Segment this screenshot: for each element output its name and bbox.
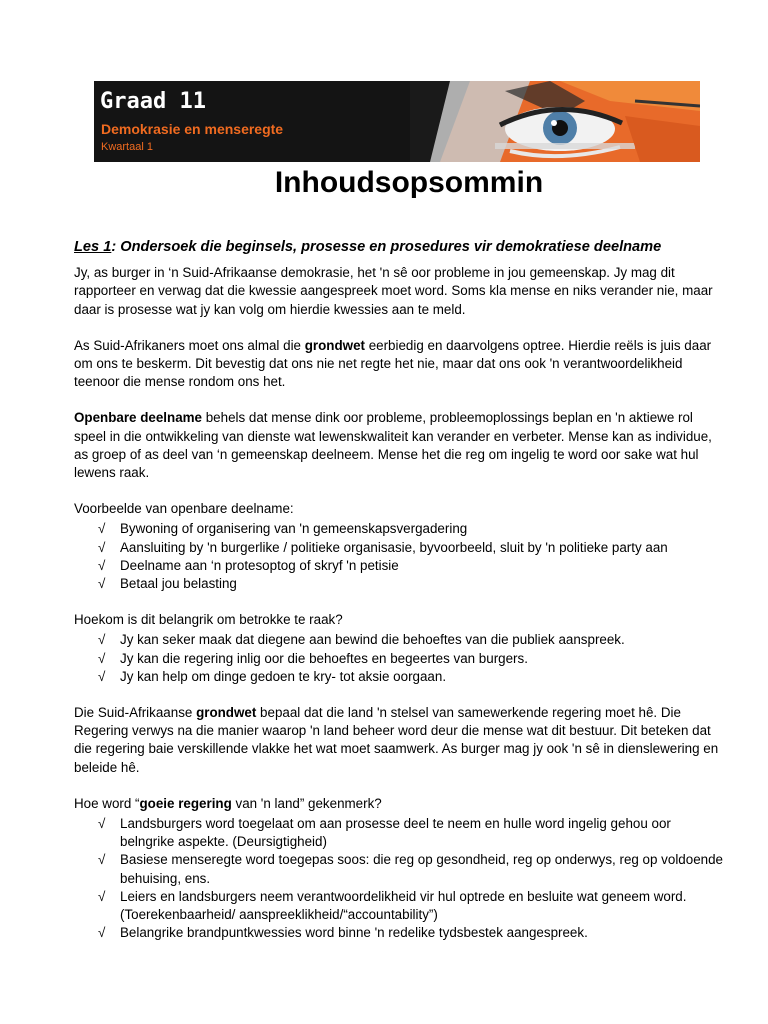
list-item-text: Deelname aan ‘n protesoptog of skryf 'n petisie <box>120 557 399 573</box>
text-segment: As Suid-Afrikaners moet ons almal die <box>74 337 305 353</box>
checkmark-icon: √ <box>98 576 106 592</box>
document-body <box>74 238 724 961</box>
bold-term: goeie regering <box>139 795 232 811</box>
lesson-label: Les 1 <box>74 239 112 255</box>
lesson-title: : Ondersoek die beginsels, prosesse en prosedures vir demokratiese deelname <box>111 239 662 255</box>
checkmark-icon: √ <box>98 650 106 666</box>
text-segment: Hoe word “ <box>74 795 140 811</box>
bold-term: grondwet <box>304 337 365 353</box>
list-item <box>74 631 724 649</box>
grade-label: Graad 11 <box>100 89 206 114</box>
text-segment: bepaal dat die land 'n stelsel van samewerkende regering moet hê. Die Regering verwys na die manier waarop 'n land beheer word deur die mense wat dit bestuur. Dit beteken dat die regering baie verskillende vlakke het wat moet saamwerk. As burger mag jy ook 'n sê in dienslewering en beleide hê. <box>74 705 719 775</box>
list-item-text: Jy kan help om dinge gedoen te kry- tot aksie oorgaan. <box>120 668 447 684</box>
list-item-text: Basiese menseregte word toegepas soos: die reg op gesondheid, reg op onderwys, reg op voldoende behuising, ens. <box>120 852 723 886</box>
list-item <box>74 575 724 593</box>
checkmark-icon: √ <box>98 539 106 555</box>
importance-intro: Hoekom is dit belangrik om betrokke te raak? <box>74 612 343 628</box>
checkmark-icon: √ <box>98 668 106 684</box>
list-item-text: Leiers en landsburgers neem verantwoordelikheid vir hul optrede en besluite wat geneem word. (Toerekenbaarheid/ aanspreeklikheid/“accountability”) <box>120 888 687 923</box>
eye-artwork-image <box>410 81 700 162</box>
list-item-text: Jy kan seker maak dat diegene aan bewind die behoeftes van die publiek aanspreek. <box>120 632 625 648</box>
text-segment: eerbiedig en daarvolgens optree. Hierdie reëls is juis daar om ons te beskerm. Dit bevestig dat ons nie net regte het nie, maar dat ons ook 'n verantwoordelikheid teenoor die mense rondom ons het. <box>74 337 712 390</box>
list-item <box>74 924 724 942</box>
examples-intro: Voorbeelde van openbare deelname: <box>74 501 294 517</box>
checkmark-icon: √ <box>98 557 106 573</box>
good-governance-intro <box>74 795 724 813</box>
list-item-text: Landsburgers word toegelaat om aan prosesse deel te neem en hulle word ingelig gehou oor belngrike aspekte. (Deursigtigheid) <box>120 816 671 850</box>
examples-list <box>74 520 724 593</box>
checkmark-icon: √ <box>98 521 106 537</box>
list-item <box>74 668 724 686</box>
good-governance-list <box>74 815 724 942</box>
list-item <box>74 815 724 851</box>
bold-term: Openbare deelname <box>74 410 203 426</box>
checkmark-icon: √ <box>98 925 106 941</box>
list-item <box>74 557 724 575</box>
page-title: Inhoudsopsommin <box>274 166 544 199</box>
list-item-text: Aansluiting by 'n burgerlike / politieke organisasie, byvoorbeeld, sluit by 'n politieke party aan <box>120 539 668 555</box>
list-item-text: Betaal jou belasting <box>120 576 237 592</box>
list-item <box>74 851 724 887</box>
paragraph-cooperative-government <box>74 704 724 777</box>
paragraph-public-participation <box>74 409 724 482</box>
list-item <box>74 520 724 538</box>
term-label: Kwartaal 1 <box>101 141 153 153</box>
subject-label: Demokrasie en menseregte <box>101 121 284 137</box>
list-item <box>74 539 724 557</box>
list-item-text: Bywoning of organisering van 'n gemeenskapsvergadering <box>120 521 468 537</box>
checkmark-icon: √ <box>98 888 106 904</box>
list-item <box>74 888 724 924</box>
checkmark-icon: √ <box>98 816 106 832</box>
list-item <box>74 650 724 668</box>
paragraph-intro: Jy, as burger in ‘n Suid-Afrikaanse demokrasie, het 'n sê oor probleme in jou gemeenskap. Jy mag dit rapporteer en verwag dat die kwessie aangespreek moet word. Soms kla mense en niks verander nie, maar daar is prosesse wat jy kan volg om hierdie kwessies aan te meld. <box>74 265 713 317</box>
list-item-text: Jy kan die regering inlig oor die behoeftes en begeertes van burgers. <box>120 650 528 666</box>
text-segment: behels dat mense dink oor probleme, probleemoplossings beplan en 'n aktiewe rol speel in die ontwikkeling van dienste wat lewenskwaliteit kan verander en verbeter. Mense kan as individue, as groep of as deel van ‘n gemeenskap deelneem. Mense het die reg om ingelig te word oor sake wat hul lewens raak. <box>74 410 712 481</box>
paragraph-constitution <box>74 337 724 392</box>
bold-term: grondwet <box>196 705 257 721</box>
text-segment: van 'n land” gekenmerk? <box>231 795 382 811</box>
lesson-heading <box>74 238 724 256</box>
checkmark-icon: √ <box>98 632 106 648</box>
checkmark-icon: √ <box>98 852 106 868</box>
importance-list <box>74 631 724 686</box>
text-segment: Die Suid-Afrikaanse <box>74 705 197 721</box>
header-banner <box>94 81 700 162</box>
list-item-text: Belangrike brandpuntkwessies word binne 'n redelike tydsbestek aangespreek. <box>120 925 588 941</box>
